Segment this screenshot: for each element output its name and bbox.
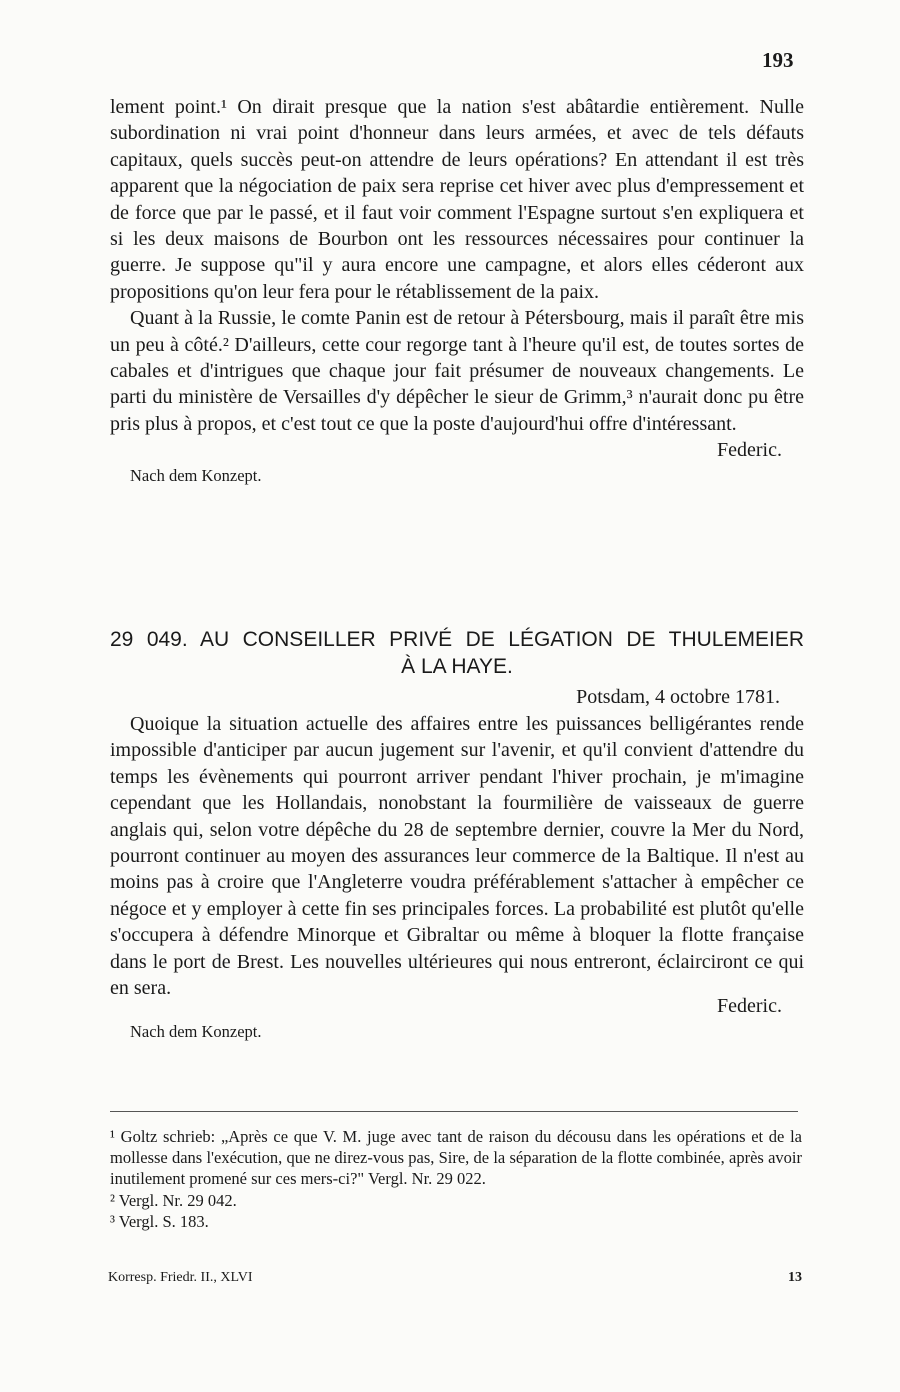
letter-heading: 29 049. AU CONSEILLER PRIVÉ DE LÉGATION DE THULEMEIER: [110, 628, 804, 651]
footnotes: [110, 1126, 802, 1232]
paragraph: Quant à la Russie, le comte Panin est de retour à Pétersbourg, mais il paraît être mis un peu à côté.² D'ailleurs, cette cour regorge tant à l'heure qu'il est, de toutes sortes de cabales et d'intrigues que chaque jour fait présumer de nouveaux changements. Le parti du ministère de Versailles d'y dépêcher le sieur de Grimm,³ n'aurait donc pu être pris plus à propos, et c'est tout ce que la poste d'aujourd'hui offre d'intéressant.: [110, 307, 804, 435]
paragraph: lement point.¹ On dirait presque que la nation s'est abâtardie entièrement. Nulle subordination ni vrai point d'honneur dans leurs armées, et avec de tels défauts capitaux, quels succès peut-on attendre de leurs opérations? En attendant il est très apparent que la négociation de paix sera reprise cet hiver avec plus d'empressement et de force que par le passé, et il faut voir comment l'Espagne surtout s'en expliquera et si les deux maisons de Bourbon ont les ressources nécessaires pour continuer la guerre. Je suppose qu"il y aura encore une campagne, et alors elles céderont aux propositions qu'on leur fera pour le rétablissement de la paix.: [110, 96, 804, 303]
previous-letter-continuation: [110, 94, 804, 486]
footnote: ³ Vergl. S. 183.: [110, 1211, 209, 1231]
signature: Federic.: [717, 439, 782, 462]
paragraph: Quoique la situation actuelle des affaires entre les puissances belligérantes rende impossible d'anticiper par aucun jugement sur l'avenir, et qu'il convient d'attendre du temps les évènements qui pourront arriver pendant l'hiver prochain, je m'imagine cependant que les Hollandais, nonobstant la fourmilière de vaisseaux de guerre anglais qui, selon votre dépêche du 28 de septembre dernier, couvre la Mer du Nord, pourront continuer au moyen des assurances leur commerce de la Baltique. Il n'est au moins pas à croire que l'Angleterre voudra préférablement s'attacher à empêcher ce négoce et y employer à cette fin ses principales forces. La probabilité est plutôt qu'elle s'occupera à défendre Minorque et Gibraltar ou même à bloquer la flotte française dans le port de Brest. Les nouvelles ultérieures qui nous entreront, éclairciront ce qui en sera.: [110, 713, 804, 1000]
letter-29049: [110, 626, 804, 1042]
source-note: Nach dem Konzept.: [130, 1022, 262, 1042]
letter-heading-line2: À LA HAYE.: [401, 655, 513, 678]
footnote: ² Vergl. Nr. 29 042.: [110, 1190, 237, 1210]
running-foot: [108, 1270, 802, 1286]
footnote: ¹ Goltz schrieb: „Après ce que V. M. juge avec tant de raison du décousu dans les opérations et de la mollesse dans l'exécution, que ne direz-vous pas, Sire, de la séparation de la flotte combinée, après avoir inutilement promené sur ces mers-ci?" Vergl. Nr. 29 022.: [110, 1127, 802, 1189]
signature-mark: 13: [788, 1270, 802, 1285]
source-note: Nach dem Konzept.: [130, 466, 262, 486]
dateline: Potsdam, 4 octobre 1781.: [576, 686, 780, 708]
running-foot-title: Korresp. Friedr. II., XLVI: [108, 1270, 253, 1285]
signature: Federic.: [717, 995, 782, 1018]
footnote-divider: [110, 1111, 798, 1112]
page-number: 193: [762, 48, 794, 72]
